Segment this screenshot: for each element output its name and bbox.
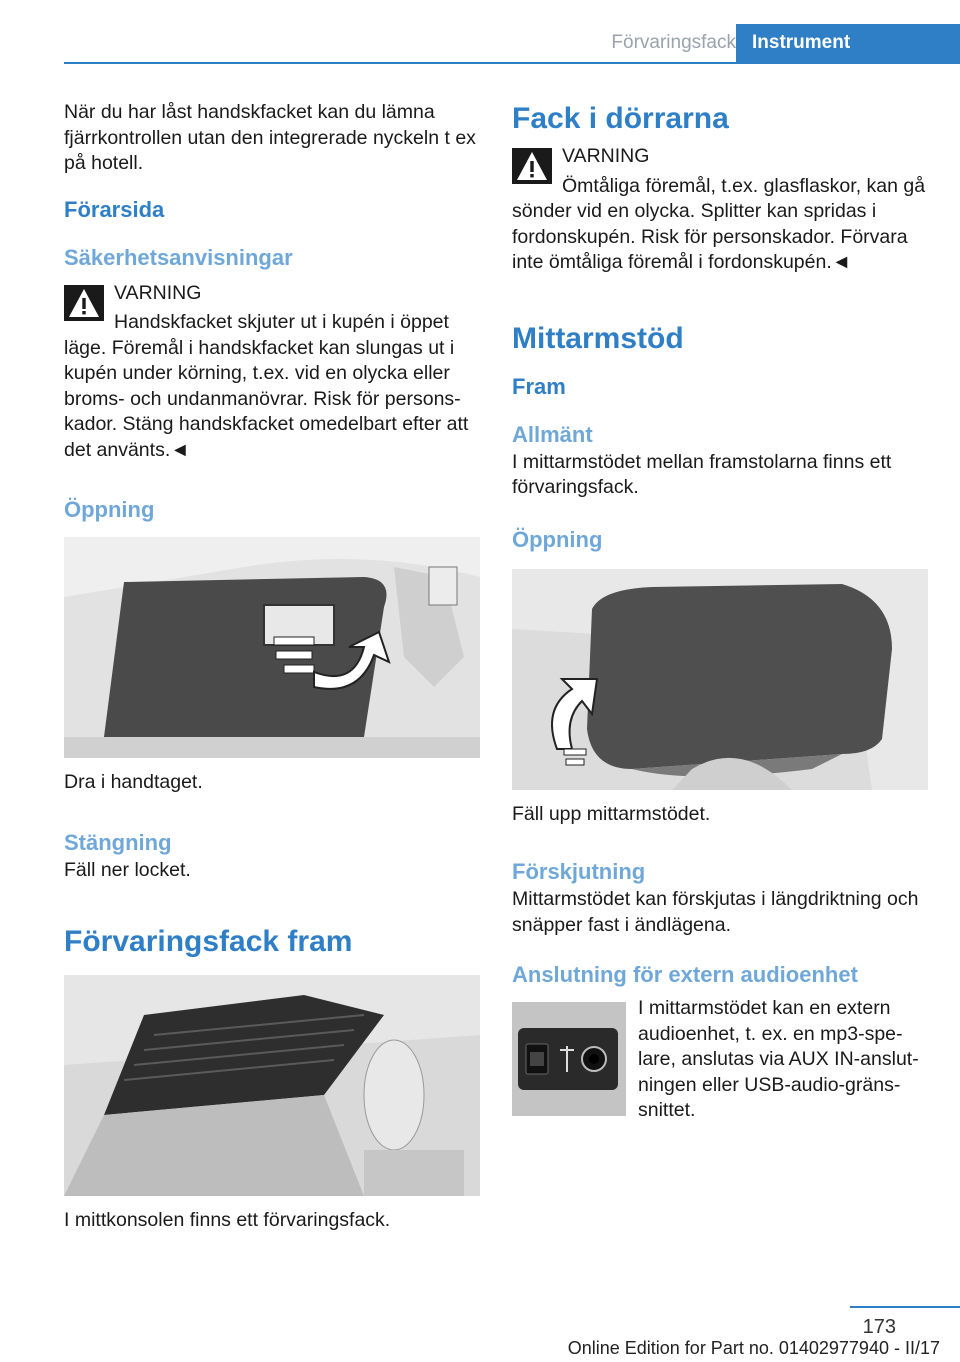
warning-block-glovebox: [64, 281, 482, 464]
heading-oppning: Öppning: [64, 497, 155, 522]
warning-text: Ömtåliga föremål, t.ex. glasflaskor, kan gå sönder vid en olycka. Splitter kan spridas i fordonskupén. Risk för personskador. Förvara inte ömtåliga föremål i fordonskupén.◄: [512, 174, 926, 273]
header-section: Förvaringsfack: [611, 32, 736, 53]
heading-mittarmstod: Mittarmstöd: [512, 321, 684, 355]
caption-mittkonsol: I mittkonsolen finns ett förvaringsfack.: [64, 1209, 391, 1231]
right-column: [512, 100, 930, 1124]
figure-glovebox-handle: [64, 537, 480, 758]
heading-anslutning: Anslutning för extern audioenhet: [512, 962, 858, 987]
stangning-text: Fäll ner locket.: [64, 858, 191, 881]
warning-triangle-icon: [512, 148, 552, 184]
warning-block-doors: [512, 144, 930, 276]
heading-forvaringsfack-fram: Förvaringsfack fram: [64, 925, 353, 958]
figure-center-console-tray: [64, 975, 480, 1196]
edition-note: Online Edition for Part no. 01402977940 - II/17: [567, 1338, 940, 1358]
page-number: 173: [862, 1316, 896, 1338]
audio-connection-block: [512, 996, 930, 1124]
heading-stangning: Stängning: [64, 829, 172, 855]
aux-usb-port-image: [512, 1002, 626, 1116]
anslutning-text: I mittarmstödet kan en extern audioenhet, t. ex. en mp3-spelare, anslutas via AUX IN-anslutningen eller USB-audio-gränssnittet.: [638, 997, 919, 1121]
intro-paragraph: När du har låst handskfacket kan du lämna fjärrkontrollen utan den integrerade nyckeln t ex på hotell.: [64, 101, 476, 174]
heading-forarsida: Förarsida: [64, 196, 165, 222]
header-chapter-tab: Instrument: [736, 24, 960, 62]
heading-oppning-armstod: Öppning: [512, 526, 603, 552]
warning-label: VARNING: [562, 145, 650, 167]
left-column: [64, 100, 482, 1234]
heading-forskjutning: Förskjutning: [512, 859, 646, 884]
allmant-text: I mittarmstödet mellan framstolarna finns ett förvaringsfack.: [512, 450, 892, 498]
heading-allmant: Allmänt: [512, 421, 593, 447]
warning-text: Handskfacket skjuter ut i kupén i öppet läge. Föremål i handskfacket kan slungas ut i kupén under körning, t.ex. vid en olycka eller broms- och undanmanövrar. Risk för personskador. Stäng handskfacket omedelbart efter att det använts.◄: [64, 311, 469, 461]
footer-rule: [850, 1306, 960, 1308]
warning-triangle-icon: [64, 285, 104, 321]
figure-armrest-open: [512, 569, 928, 790]
heading-fack-i-dorrarna: Fack i dörrarna: [512, 102, 729, 135]
warning-label: VARNING: [114, 281, 202, 304]
heading-fram: Fram: [512, 373, 566, 399]
forskjutning-text: Mittarmstödet kan förskjutas i längdriktning och snäpper fast i ändlägena.: [512, 888, 919, 936]
heading-sakerhetsanvisningar: Säkerhetsanvisningar: [64, 244, 293, 270]
page-header: [64, 24, 960, 64]
caption-fall-upp: Fäll upp mittarmstödet.: [512, 802, 711, 825]
caption-dra-handtaget: Dra i handtaget.: [64, 771, 203, 793]
